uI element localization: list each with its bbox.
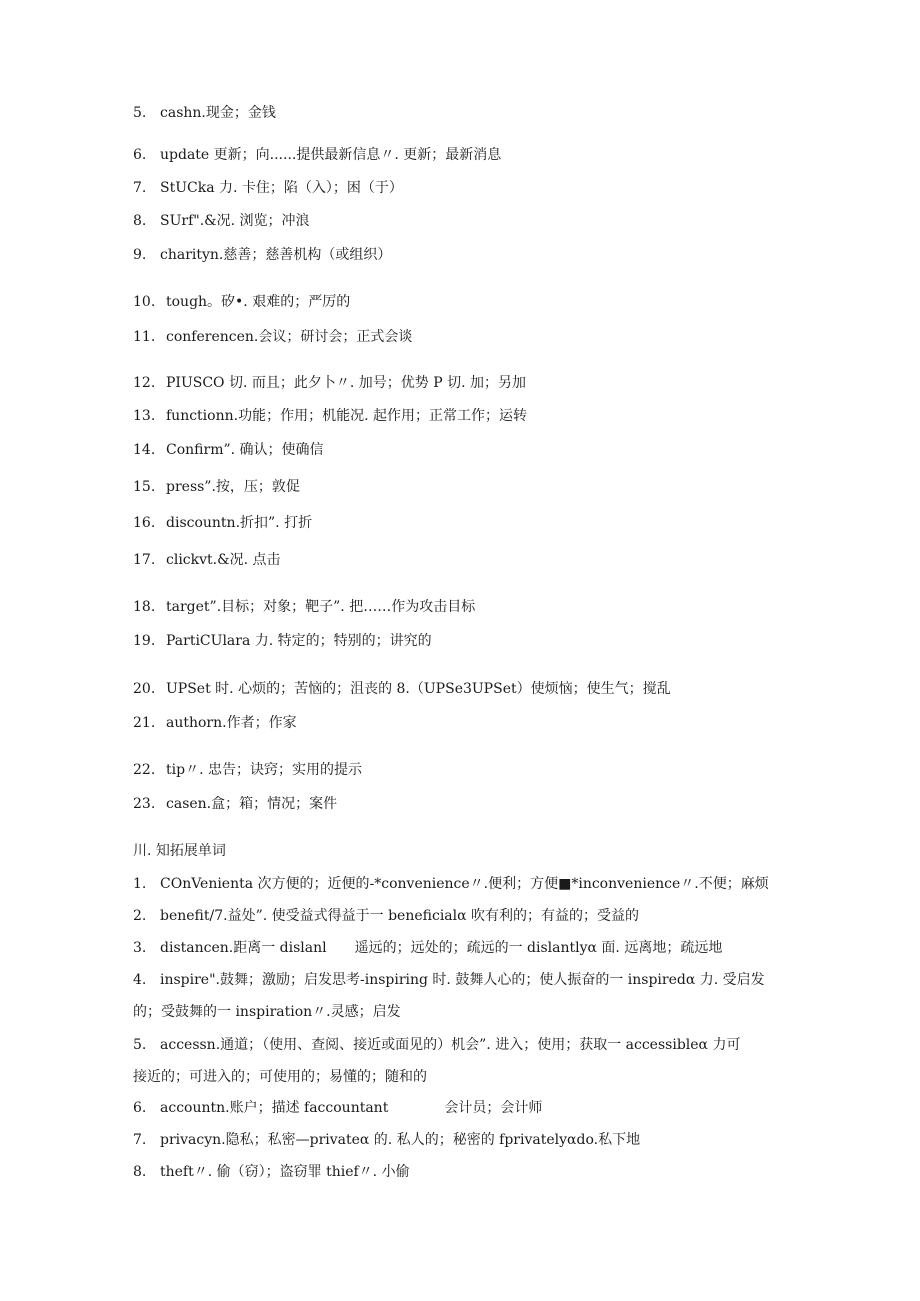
item-number: 6.: [133, 147, 147, 163]
item-number: 23.: [133, 796, 156, 812]
item-text: charityn.慈善；慈善机构（或组织）: [160, 247, 392, 263]
list-item-continuation: 的；受鼓舞的一 inspiration〃.灵感；启发: [133, 1004, 401, 1020]
item-text: authorn.作者；作家: [166, 715, 297, 731]
item-number: 7.: [133, 180, 147, 196]
item-number: 5.: [133, 1037, 147, 1053]
item-text: tip〃. 忠告；诀窍；实用的提示: [166, 762, 362, 778]
item-text: tough。矽•. 艰难的；严厉的: [166, 294, 351, 310]
item-text: update 更新；向......提供最新信息〃. 更新；最新消息: [160, 147, 502, 163]
item-number: 1.: [133, 876, 147, 892]
item-text: theft〃. 偷（窃）；盗窃罪 thief〃. 小偷: [160, 1164, 410, 1180]
list-item-continuation: 接近的；可进入的；可使用的；易懂的；随和的: [133, 1069, 427, 1085]
item-number: 20.: [133, 681, 156, 697]
item-number: 14.: [133, 442, 156, 458]
item-number: 9.: [133, 247, 147, 263]
item-number: 5.: [133, 105, 147, 121]
item-text: Confirm”. 确认；使确信: [166, 442, 324, 458]
item-text: PIUSCO 切. 而且；此夕卜〃. 加号；优势 P 切. 加；另加: [166, 375, 526, 391]
section-heading: 川. 知拓展单词: [133, 843, 226, 859]
item-number: 18.: [133, 599, 156, 615]
item-number: 8.: [133, 1164, 147, 1180]
item-number: 19.: [133, 633, 156, 649]
item-number: 3.: [133, 940, 147, 956]
item-text: privacyn.隐私；私密—privateα 的. 私人的；秘密的 fprivatelyαdo.私下地: [160, 1132, 641, 1148]
item-text: PartiCUlara 力. 特定的；特别的；讲究的: [166, 633, 432, 649]
item-text: functionn.功能；作用；机能况. 起作用；正常工作；运转: [166, 408, 527, 424]
item-text: discountn.折扣”. 打折: [166, 515, 313, 531]
item-text: press”.按，压；敦促: [166, 479, 300, 495]
item-number: 11.: [133, 329, 156, 345]
item-text: cashn.现金；金钱: [160, 105, 276, 121]
item-text: accessn.通道；（使用、查阅、接近或面见的）机会”. 进入；使用；获取一 accessibleα 力可: [160, 1037, 741, 1053]
item-text: clickvt.&况. 点击: [166, 552, 281, 568]
item-number: 22.: [133, 762, 156, 778]
item-text: target”.目标；对象；靶子”. 把……作为攻击目标: [166, 599, 476, 615]
item-number: 12.: [133, 375, 156, 391]
item-text: conferencen.会议；研讨会；正式会谈: [166, 329, 413, 345]
item-number: 10.: [133, 294, 156, 310]
item-text: UPSet 时. 心烦的；苦恼的；沮丧的 8.（UPSe3UPSet）使烦恼；使生气；搅乱: [166, 681, 671, 697]
item-text: StUCka 力. 卡住；陷（入）；困（于）: [160, 180, 403, 196]
item-text: distancen.距离一 dislanl 遥远的；远处的；疏远的一 dislantlyα 面. 远离地；疏远地: [160, 940, 723, 956]
item-number: 13.: [133, 408, 156, 424]
item-number: 15.: [133, 479, 156, 495]
item-text: SUrf".&况. 浏览；冲浪: [160, 213, 310, 229]
item-text: COnVenienta 次方便的；近便的-*convenience〃.便利；方便■*inconvenience〃.不便；麻烦: [160, 876, 769, 892]
item-number: 4.: [133, 972, 147, 988]
item-number: 6.: [133, 1100, 147, 1116]
item-number: 16.: [133, 515, 156, 531]
item-number: 2.: [133, 908, 147, 924]
item-text: inspire".鼓舞；激励；启发思考-inspiring 时. 鼓舞人心的；使人振奋的一 inspiredα 力. 受启发: [160, 972, 765, 988]
item-number: 7.: [133, 1132, 147, 1148]
item-number: 21.: [133, 715, 156, 731]
item-text: accountn.账户；描述 faccountant 会计员；会计师: [160, 1100, 543, 1116]
item-number: 17.: [133, 552, 156, 568]
item-text: benefit/7.益处”. 使受益式得益于一 beneficialα 吹有利的；有益的；受益的: [160, 908, 640, 924]
item-number: 8.: [133, 213, 147, 229]
item-text: casen.盒；箱；情况；案件: [166, 796, 338, 812]
